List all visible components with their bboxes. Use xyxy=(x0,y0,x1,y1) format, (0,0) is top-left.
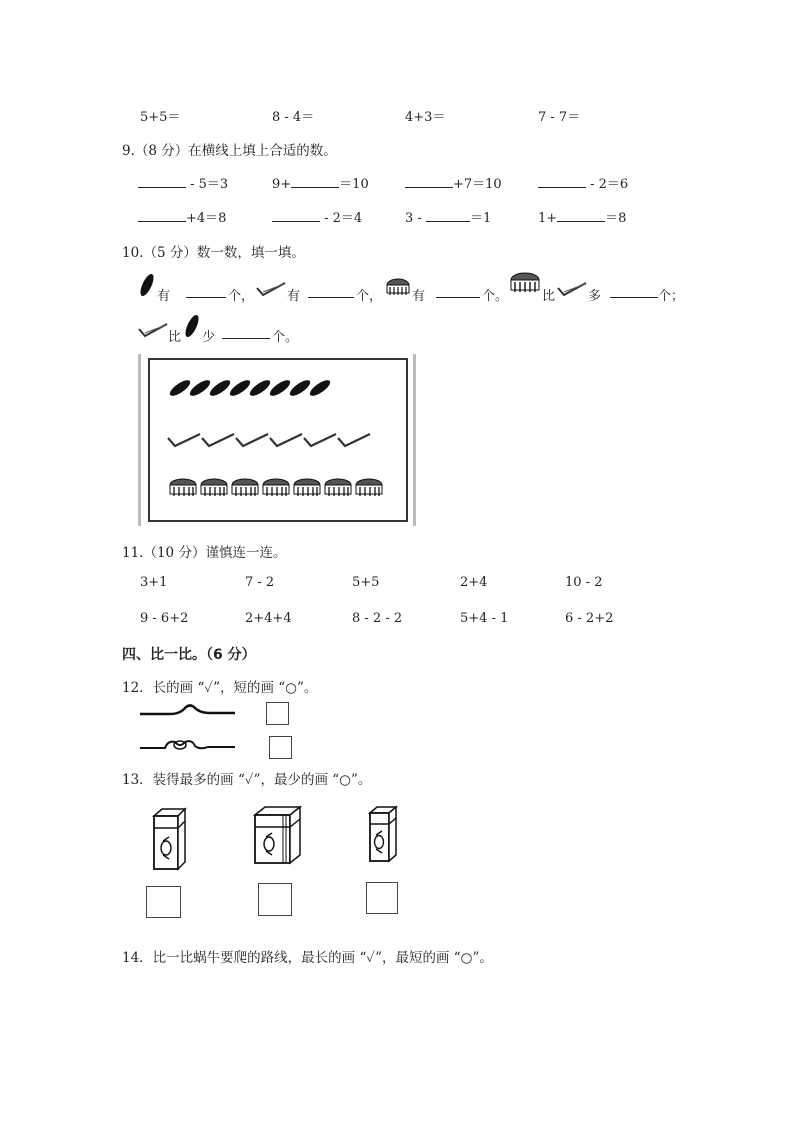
answer-blank[interactable] xyxy=(222,326,270,339)
drum-mark xyxy=(232,479,258,496)
drum-mark xyxy=(294,479,320,496)
text-you: 有 xyxy=(157,289,171,304)
answer-blank[interactable] xyxy=(538,175,586,188)
leaf-mark xyxy=(288,377,313,398)
fill-equation: 1+ ＝8 xyxy=(538,211,627,226)
question-9-title: 9.（8 分）在横线上填上合适的数。 xyxy=(122,143,337,159)
drums-row xyxy=(170,479,382,496)
text-duo: 多 xyxy=(588,289,602,304)
drum-icon xyxy=(510,272,540,296)
answer-blank[interactable] xyxy=(610,285,658,298)
question-10-title: 10.（5 分）数一数，填一填。 xyxy=(122,245,305,261)
counting-picture xyxy=(138,354,416,526)
check-mark xyxy=(270,434,302,446)
answer-box[interactable] xyxy=(146,886,181,918)
fill-equation: +7＝10 xyxy=(405,173,502,192)
text-you: 有 xyxy=(412,289,426,304)
text-shao: 少 xyxy=(202,330,216,345)
match-item[interactable]: 10 - 2 xyxy=(565,575,603,590)
question-13-title: 13．装得最多的画 “✓”，最少的画 “○”。 xyxy=(122,772,372,788)
picture-contents xyxy=(150,360,406,520)
answer-blank[interactable] xyxy=(272,209,320,222)
text-unit: 个， xyxy=(356,289,383,304)
text-bi: 比 xyxy=(168,330,182,345)
equation-row-0 xyxy=(0,106,794,124)
equation: 7 - 7＝ xyxy=(538,110,581,125)
match-item[interactable]: 8 - 2 - 2 xyxy=(352,611,403,626)
drum-mark xyxy=(263,479,289,496)
answer-blank[interactable] xyxy=(291,175,339,188)
candy-box-icon xyxy=(148,808,186,870)
fill-equation: +4＝8 xyxy=(138,207,226,226)
leaf-icon xyxy=(138,272,156,298)
drum-icon xyxy=(386,278,410,298)
drum-mark xyxy=(356,479,382,496)
coiled-rope-icon xyxy=(140,738,236,752)
answer-blank[interactable] xyxy=(557,209,605,222)
check-mark xyxy=(338,434,370,446)
question-11-title: 11.（10 分）谨慎连一连。 xyxy=(122,545,287,561)
leaf-mark xyxy=(268,377,293,398)
check-mark-icon xyxy=(557,280,587,296)
check-mark xyxy=(236,434,268,446)
match-item[interactable]: 7 - 2 xyxy=(245,575,275,590)
checks-row xyxy=(168,434,370,446)
answer-blank[interactable] xyxy=(138,175,186,188)
text-unit: 个。 xyxy=(272,330,299,345)
match-item[interactable]: 3+1 xyxy=(140,575,168,590)
leaf-mark xyxy=(168,377,193,398)
check-mark xyxy=(168,434,200,446)
match-item[interactable]: 2+4+4 xyxy=(245,611,292,626)
check-mark xyxy=(202,434,234,446)
text-bi: 比 xyxy=(542,289,556,304)
answer-blank[interactable] xyxy=(138,209,186,222)
drum-mark xyxy=(201,479,227,496)
match-item[interactable]: 2+4 xyxy=(460,575,488,590)
answer-blank[interactable] xyxy=(308,285,354,298)
leaf-mark xyxy=(248,377,273,398)
drum-mark xyxy=(325,479,351,496)
text-unit: 个。 xyxy=(482,289,509,304)
answer-blank[interactable] xyxy=(186,285,226,298)
leaf-mark xyxy=(188,377,213,398)
leaf-icon xyxy=(183,313,201,339)
leaves-row xyxy=(168,377,333,398)
match-item[interactable]: 6 - 2+2 xyxy=(565,611,614,626)
leaf-mark xyxy=(308,377,333,398)
check-mark-icon xyxy=(138,321,168,337)
drum-mark xyxy=(170,479,196,496)
question-12-title: 12．长的画 “✓”，短的画 “○”。 xyxy=(122,680,318,696)
equation: 5+5＝ xyxy=(140,110,181,125)
fill-equation: - 5＝3 xyxy=(138,173,228,192)
fill-equation: 3 - ＝1 xyxy=(405,211,492,226)
fill-equation: - 2＝4 xyxy=(272,207,362,226)
leaf-mark xyxy=(208,377,233,398)
fill-equation: - 2＝6 xyxy=(538,173,628,192)
equation: 4+3＝ xyxy=(405,110,446,125)
answer-blank[interactable] xyxy=(436,285,480,298)
wavy-rope-icon xyxy=(140,703,236,717)
check-mark-icon xyxy=(256,280,286,296)
match-item[interactable]: 9 - 6+2 xyxy=(140,611,189,626)
answer-box[interactable] xyxy=(366,882,398,914)
answer-blank[interactable] xyxy=(405,175,453,188)
check-mark xyxy=(304,434,336,446)
match-item[interactable]: 5+5 xyxy=(352,575,380,590)
answer-blank[interactable] xyxy=(426,209,470,222)
equation: 8 - 4＝ xyxy=(272,110,315,125)
match-item[interactable]: 5+4 - 1 xyxy=(460,611,509,626)
candy-box-icon xyxy=(253,806,301,864)
text-you: 有 xyxy=(287,289,301,304)
leaf-mark xyxy=(228,377,253,398)
fill-equation: 9+ ＝10 xyxy=(272,177,369,192)
candy-box-icon xyxy=(368,806,398,862)
question-14-title: 14．比一比蜗牛要爬的路线，最长的画 “✓”，最短的画 “○”。 xyxy=(122,950,493,966)
text-unit: 个， xyxy=(228,289,255,304)
answer-box[interactable] xyxy=(266,702,289,725)
section-4-heading: 四、比一比。（6 分） xyxy=(122,647,256,663)
answer-box[interactable] xyxy=(258,883,292,916)
answer-box[interactable] xyxy=(269,736,292,759)
text-unit: 个； xyxy=(658,289,685,304)
picture-frame xyxy=(148,358,408,522)
